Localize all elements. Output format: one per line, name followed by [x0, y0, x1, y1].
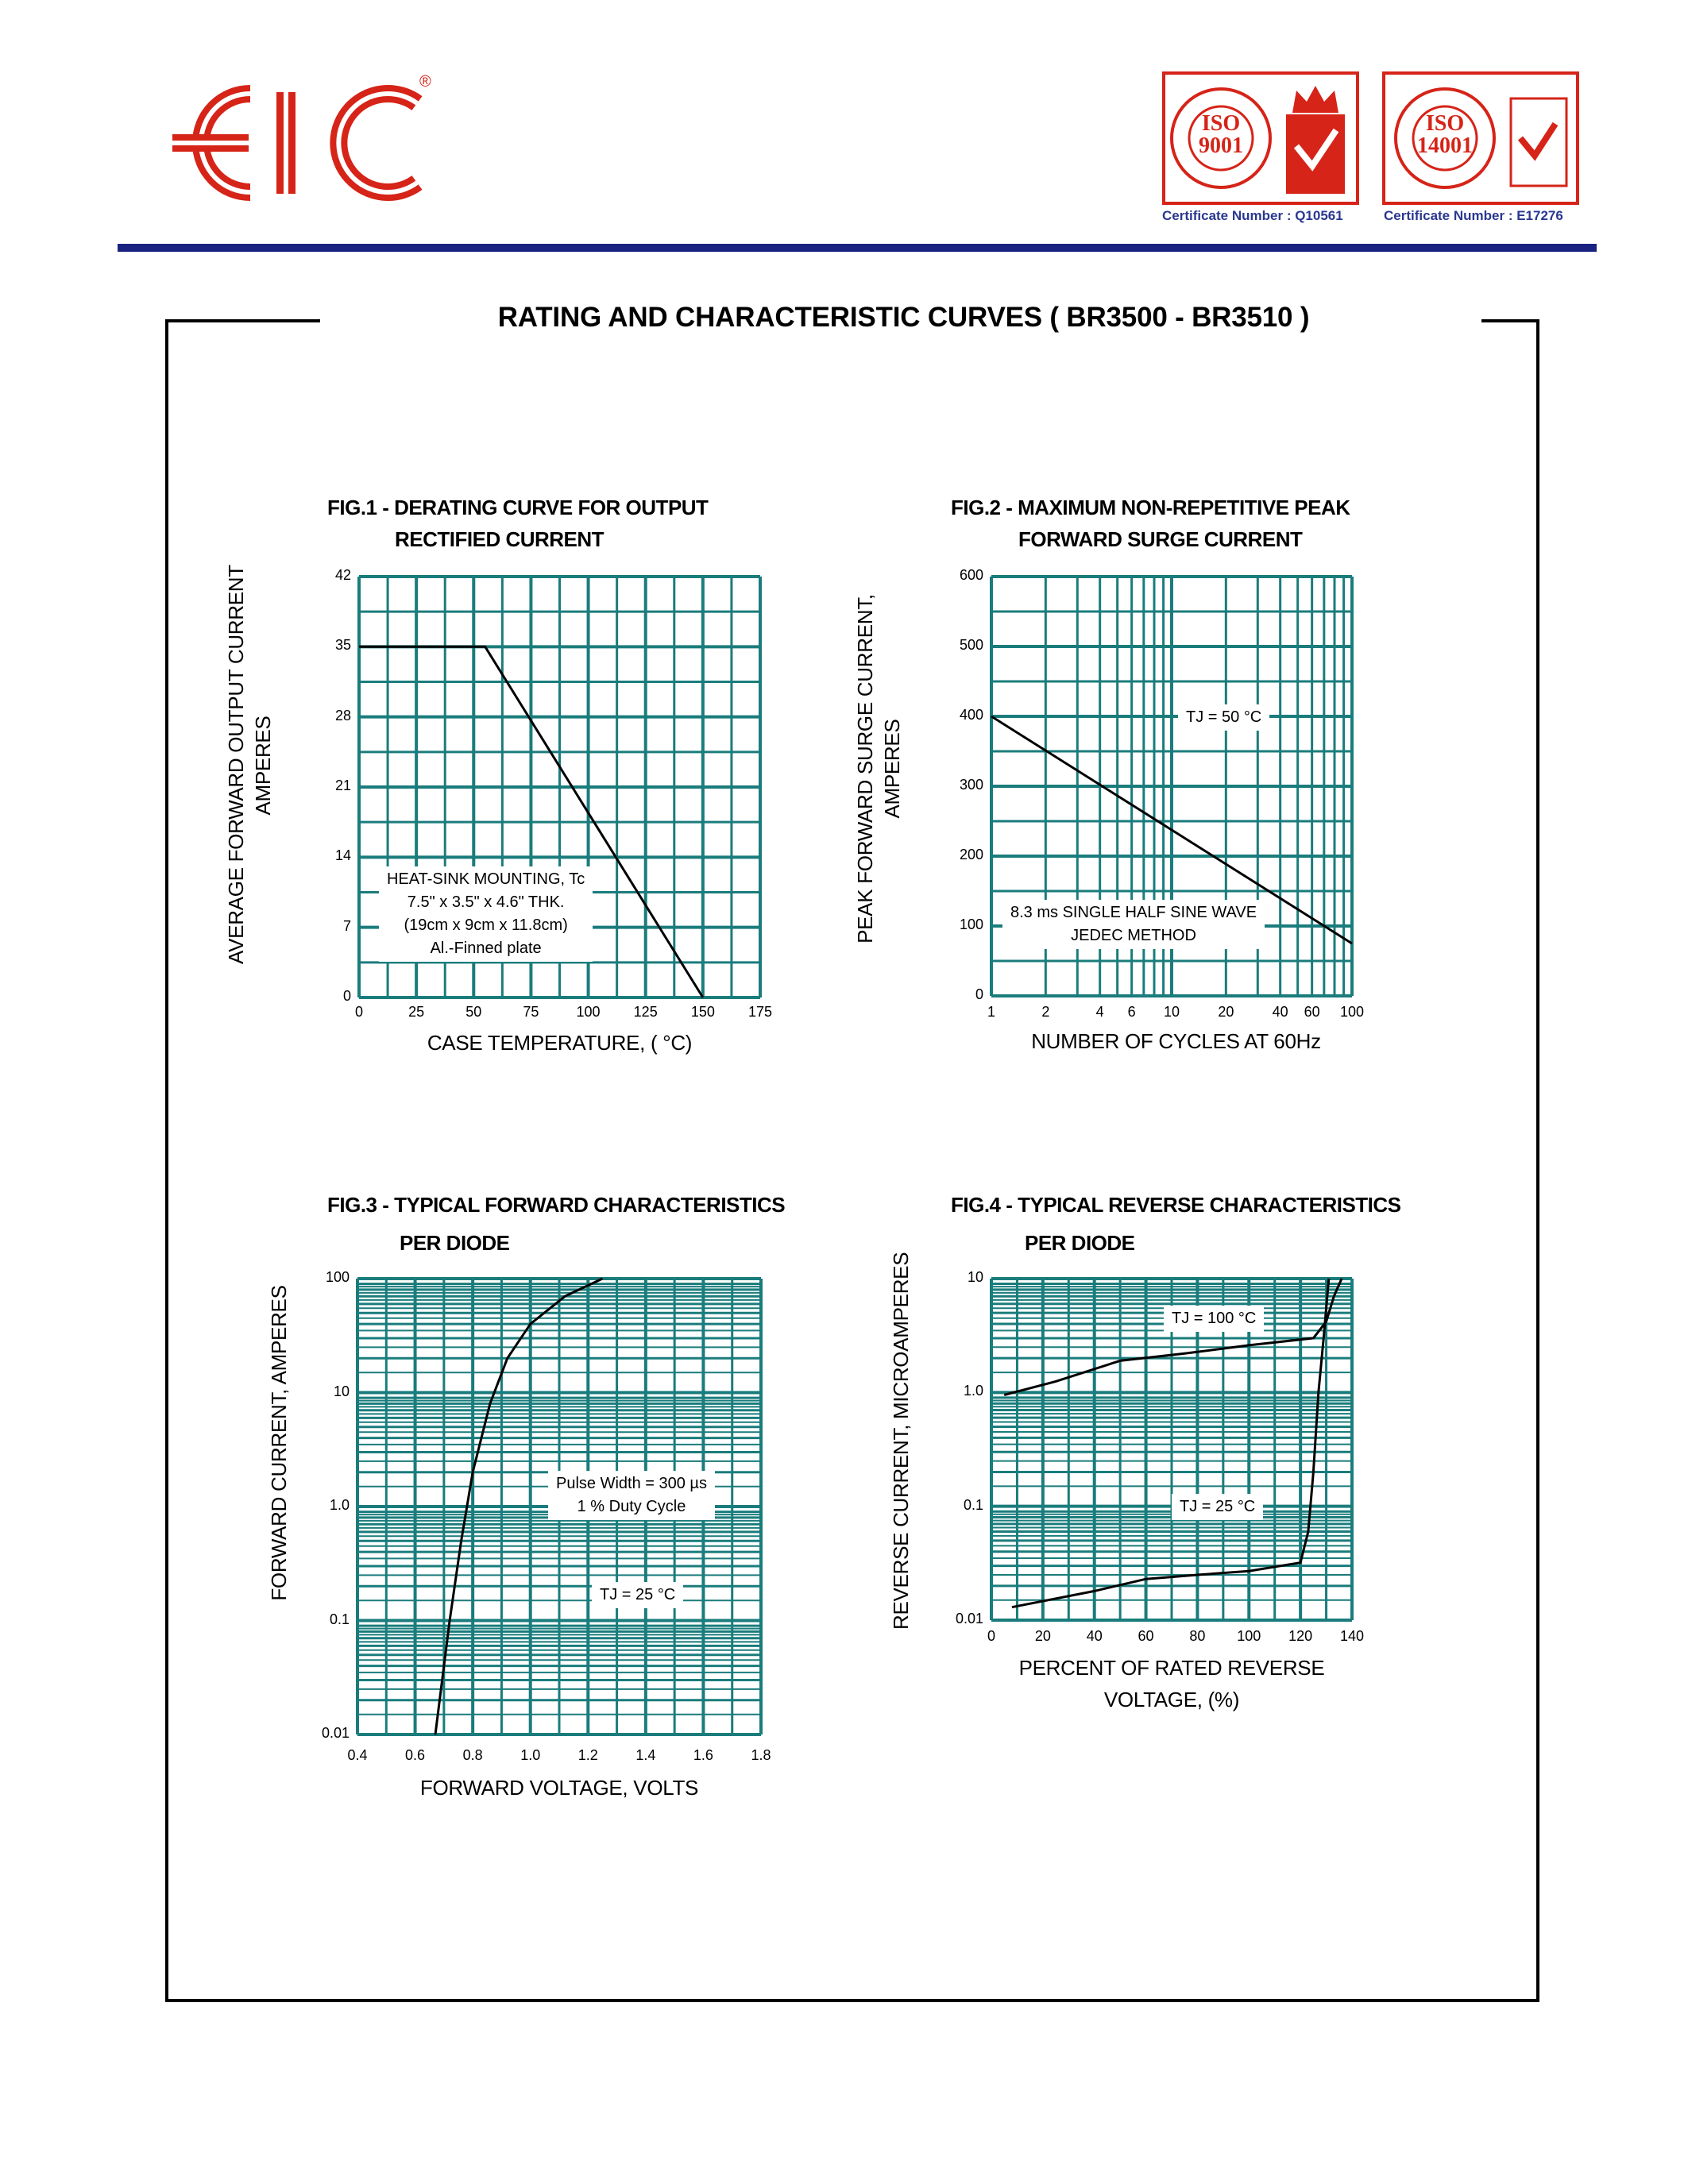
fig4-x-axis-label: PERCENT OF RATED REVERSE VOLTAGE, (%): [1018, 1656, 1325, 1711]
x-tick-label: 100: [1237, 1628, 1261, 1644]
y-tick-label: 14: [334, 847, 351, 864]
iso14001-number: 14001: [1417, 133, 1473, 158]
fig1-title-line1: FIG.1 - DERATING CURVE FOR OUTPUT: [327, 496, 709, 519]
fig3-x-axis-label: FORWARD VOLTAGE, VOLTS: [419, 1776, 699, 1800]
x-tick-label: 0.6: [405, 1747, 426, 1763]
x-tick-label: 0: [354, 1004, 363, 1020]
x-tick-label: 20: [1218, 1004, 1234, 1020]
x-tick-label: 150: [690, 1004, 715, 1020]
x-tick-label: 20: [1034, 1628, 1051, 1644]
x-tick-label: 175: [747, 1004, 773, 1020]
fig2-tj-label: TJ = 50 °C: [1178, 704, 1269, 731]
x-tick-label: 1.2: [577, 1747, 598, 1763]
x-tick-label: 4: [1095, 1004, 1104, 1020]
eic-logo: [155, 76, 441, 210]
y-tick-label: 1.0: [329, 1497, 350, 1513]
x-tick-label: 120: [1288, 1628, 1313, 1644]
iso14001-certificate-badge: [1382, 71, 1579, 205]
x-tick-label: 25: [408, 1004, 425, 1020]
fig4-tj25-label: TJ = 25 °C: [1172, 1494, 1263, 1520]
y-tick-label: 100: [325, 1269, 350, 1285]
x-tick-label: 2: [1041, 1004, 1050, 1020]
x-tick-label: 40: [1272, 1004, 1288, 1020]
iso14001-seal-icon: [1385, 75, 1576, 202]
certificate-number-1: Certificate Number : Q10561: [1162, 208, 1343, 223]
iso14001-iso-label: ISO: [1425, 111, 1465, 136]
y-tick-label: 28: [334, 707, 351, 723]
y-tick-label: 10: [333, 1383, 350, 1399]
iso9001-iso-label: ISO: [1201, 111, 1241, 136]
y-tick-label: 35: [334, 637, 351, 654]
y-tick-label: 200: [959, 847, 983, 862]
header-divider: [118, 244, 1597, 252]
y-tick-label: 400: [959, 707, 983, 723]
y-tick-label: 1.0: [963, 1383, 983, 1399]
x-tick-label: 0.4: [347, 1747, 368, 1763]
x-tick-label: 125: [633, 1004, 658, 1020]
fig2-x-axis-label: NUMBER OF CYCLES AT 60Hz: [1031, 1029, 1321, 1053]
frame-top-left: [165, 319, 320, 322]
y-tick-label: 21: [334, 778, 351, 793]
y-tick-label: 500: [959, 637, 983, 653]
x-tick-label: 1.8: [751, 1747, 771, 1763]
fig3-tj-label: TJ = 25 °C: [592, 1582, 683, 1608]
y-tick-label: 7: [342, 917, 351, 934]
y-tick-label: 0.1: [963, 1496, 983, 1513]
x-tick-label: 50: [465, 1004, 482, 1020]
y-tick-label: 42: [334, 567, 351, 583]
x-tick-label: 100: [576, 1004, 601, 1020]
x-tick-label: 10: [1163, 1004, 1180, 1020]
x-tick-label: 60: [1138, 1628, 1154, 1644]
x-tick-label: 75: [523, 1004, 539, 1020]
x-tick-label: 80: [1189, 1628, 1206, 1644]
x-tick-label: 40: [1086, 1628, 1103, 1644]
iso9001-seal-icon: [1165, 75, 1356, 202]
x-tick-label: 0: [987, 1628, 995, 1644]
y-tick-label: 0.1: [329, 1611, 350, 1627]
y-tick-label: 0.01: [955, 1611, 983, 1626]
x-tick-label: 1: [987, 1004, 995, 1020]
fig1-y-axis-label: AVERAGE FORWARD OUTPUT CURRENT AMPERES: [224, 565, 275, 964]
x-tick-label: 140: [1339, 1628, 1365, 1644]
fig3-note: Pulse Width = 300 µs 1 % Duty Cycle: [548, 1471, 715, 1520]
fig4-y-axis-label: REVERSE CURRENT, MICROAMPERES: [889, 1252, 913, 1630]
y-tick-label: 0.01: [321, 1725, 350, 1741]
fig2-title-line2: FORWARD SURGE CURRENT: [1018, 527, 1303, 551]
y-tick-label: 600: [959, 567, 983, 583]
fig1-x-axis-label: CASE TEMPERATURE, ( °C): [427, 1031, 693, 1055]
certificate-number-2: Certificate Number : E17276: [1384, 208, 1563, 223]
fig3-title-line1: FIG.3 - TYPICAL FORWARD CHARACTERISTICS: [327, 1193, 786, 1217]
y-tick-label: 100: [959, 916, 983, 932]
x-tick-label: 60: [1304, 1004, 1320, 1020]
x-tick-label: 0.8: [462, 1747, 483, 1763]
fig4-title-line1: FIG.4 - TYPICAL REVERSE CHARACTERISTICS: [951, 1193, 1401, 1217]
x-tick-label: 1.0: [520, 1747, 541, 1763]
y-tick-label: 300: [959, 777, 983, 793]
x-tick-label: 1.6: [693, 1747, 713, 1763]
page-title: RATING AND CHARACTERISTIC CURVES ( BR3500 - BR3510 ): [326, 302, 1481, 334]
fig2-title-line1: FIG.2 - MAXIMUM NON-REPETITIVE PEAK: [951, 496, 1350, 519]
fig1-note: HEAT-SINK MOUNTING, Tc 7.5" x 3.5" x 4.6" THK. (19cm x 9cm x 11.8cm) Al.-Finned plate: [379, 866, 593, 962]
fig2-note: 8.3 ms SINGLE HALF SINE WAVE JEDEC METHOD: [1002, 900, 1265, 949]
iso9001-number: 9001: [1199, 133, 1243, 158]
fig2-y-axis-label: PEAK FORWARD SURGE CURRENT, AMPERES: [853, 594, 904, 943]
y-tick-label: 0: [975, 986, 983, 1002]
x-tick-label: 6: [1127, 1004, 1136, 1020]
y-tick-label: 10: [967, 1269, 983, 1285]
fig3-title-line2: PER DIODE: [400, 1231, 510, 1255]
y-tick-label: 0: [342, 988, 351, 1004]
fig4-title-line2: PER DIODE: [1025, 1231, 1135, 1255]
x-tick-label: 100: [1339, 1004, 1365, 1020]
fig4-tj100-label: TJ = 100 °C: [1164, 1306, 1264, 1332]
x-tick-label: 1.4: [635, 1747, 656, 1763]
fig3-y-axis-label: FORWARD CURRENT, AMPERES: [267, 1285, 291, 1601]
iso9001-certificate-badge: [1162, 71, 1359, 205]
registered-mark: ®: [419, 73, 431, 91]
fig1-title-line2: RECTIFIED CURRENT: [395, 527, 605, 551]
